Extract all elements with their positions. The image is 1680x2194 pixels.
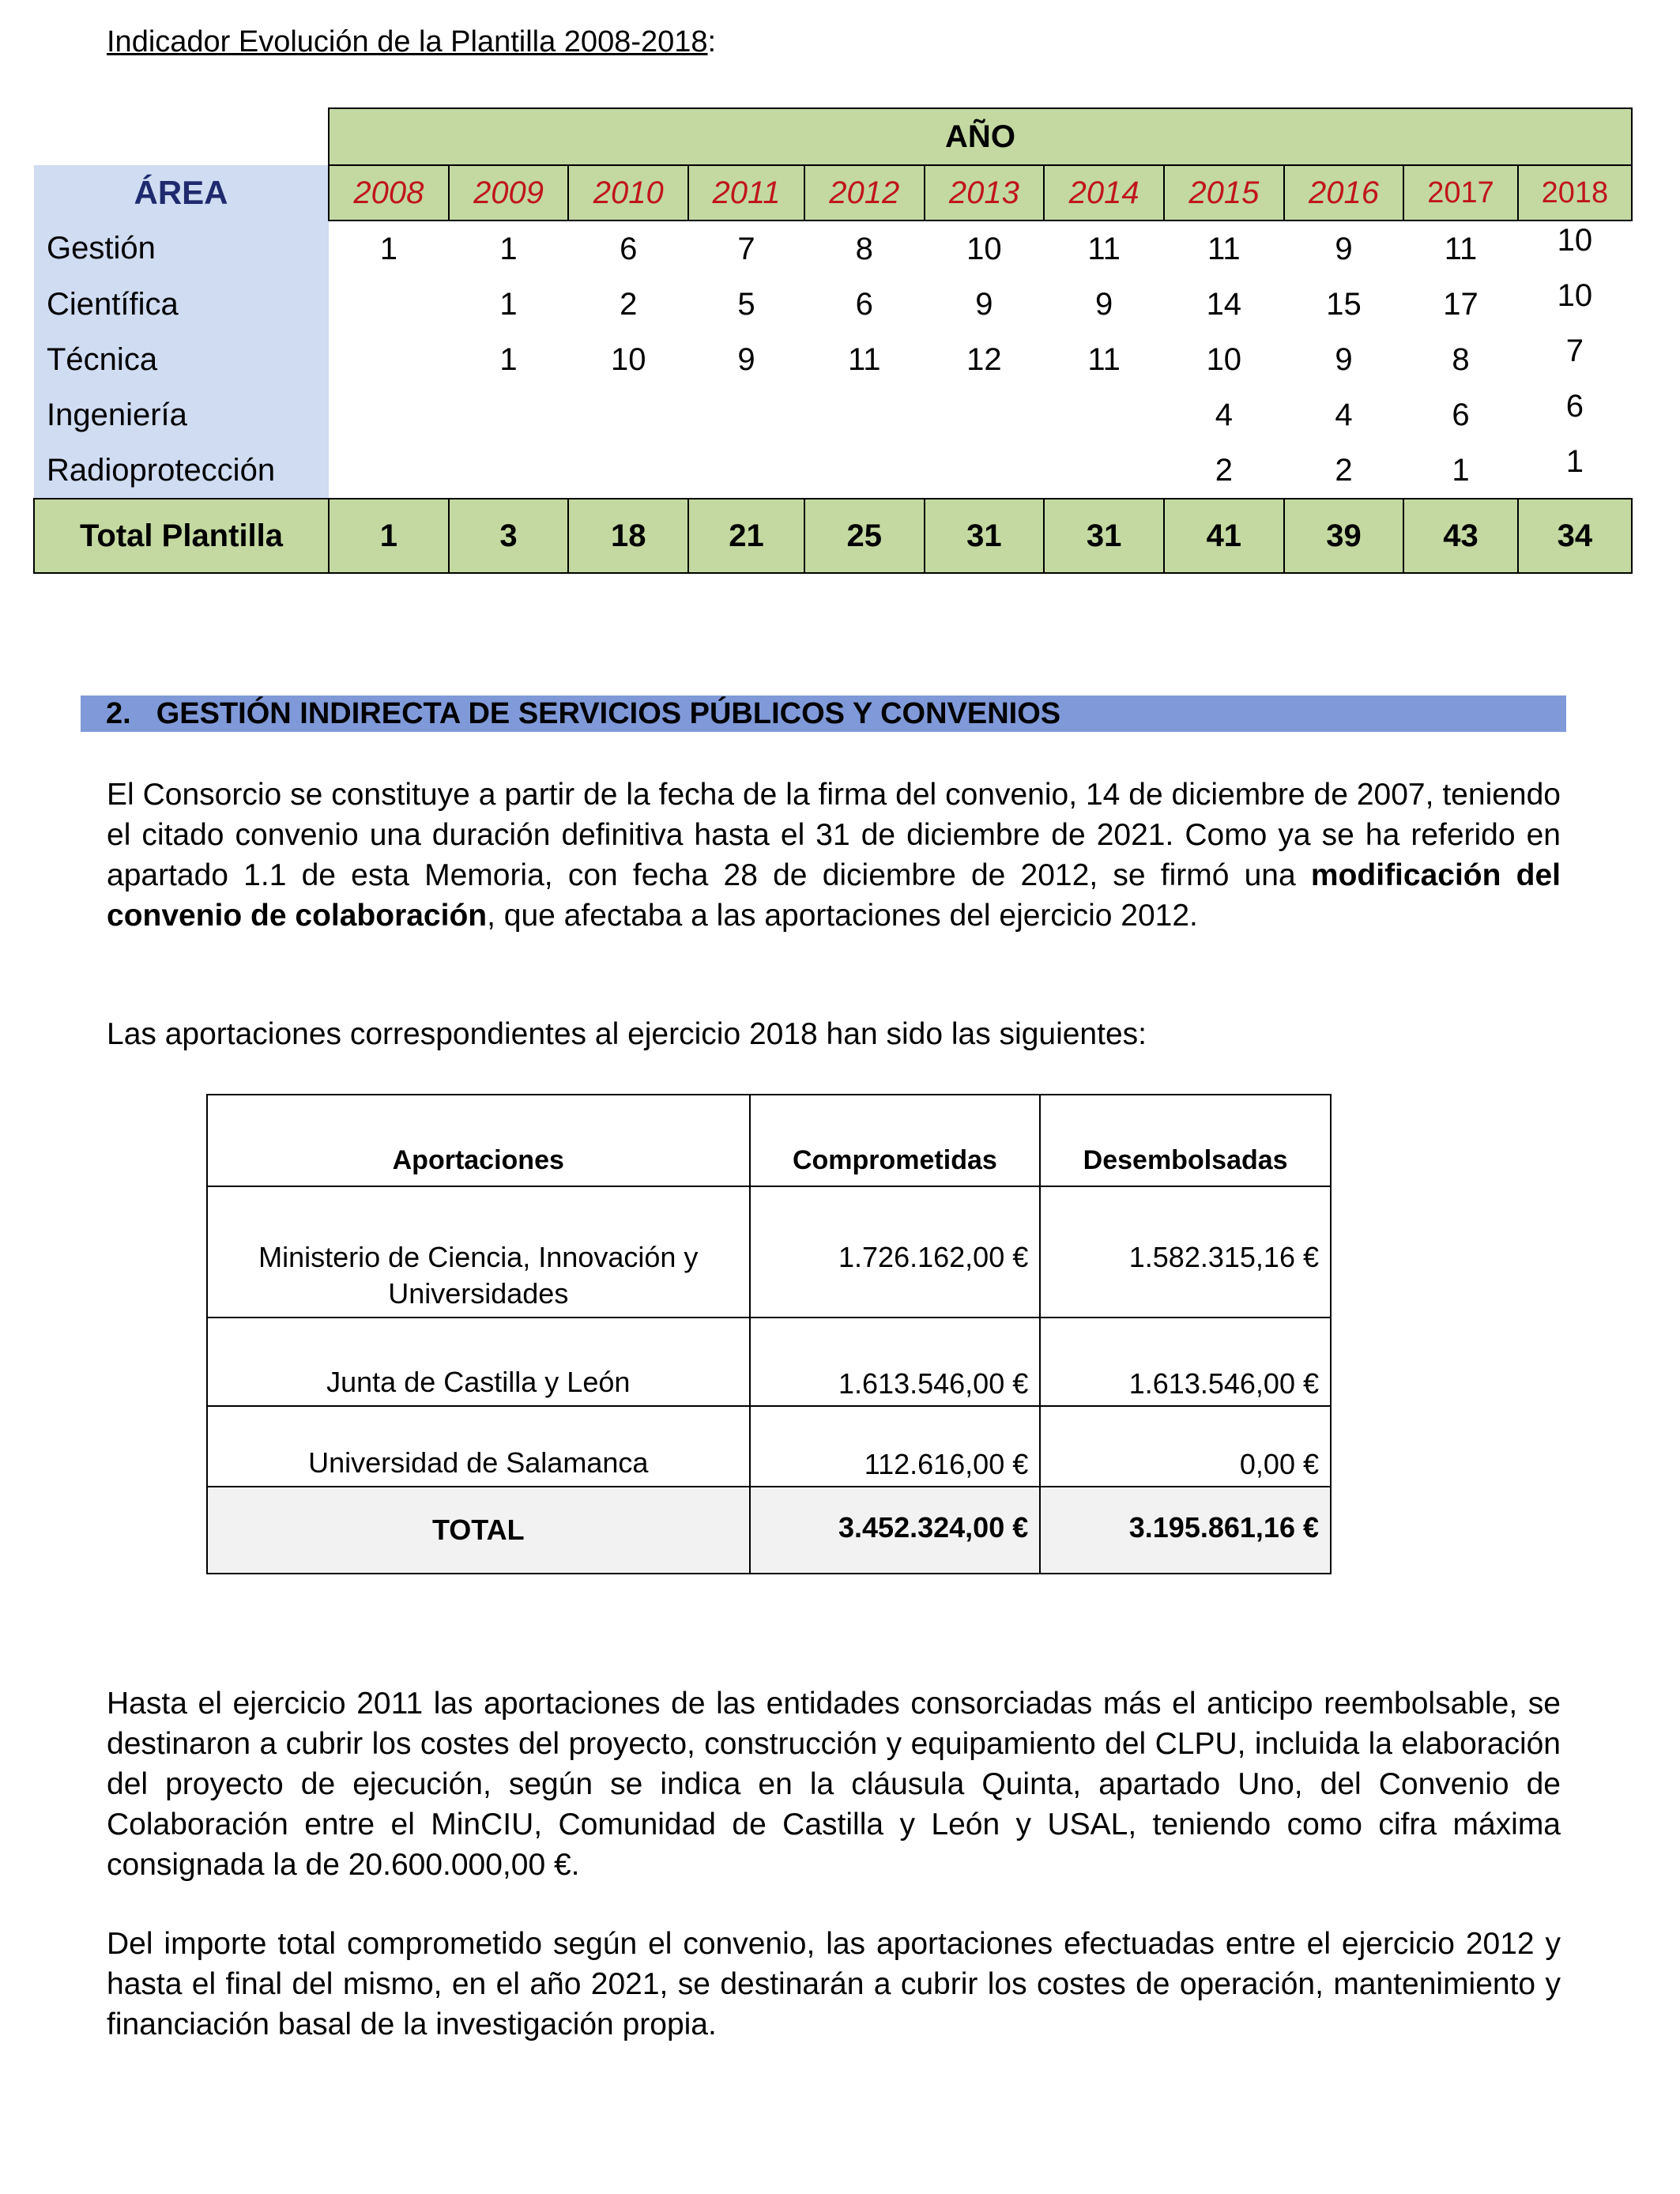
section-heading	[81, 696, 1566, 732]
paragraph-history: Hasta el ejercicio 2011 las aportaciones de las entidades consorciadas más el anticipo reembolsable, se destinaron a cubrir los costes del proyecto, construcción y equipamiento del CLPU, incluida la elaboración del proyecto de ejecución, según se indica en la cláusula Quinta, apartado Uno, del Convenio de Colaboración entre el MinCIU, Comunidad de Castilla y León y USAL, teniendo como cifra máxima consignada la de 20.600.000,00 €.	[107, 1687, 1561, 1882]
table-row	[207, 1318, 1331, 1406]
staff-count-cell	[329, 332, 449, 387]
staff-count-cell	[449, 387, 569, 443]
staff-count-cell: 10	[1206, 341, 1242, 377]
committed-amount: 1.726.162,00 €	[750, 1186, 1041, 1318]
staff-count-cell	[329, 443, 449, 499]
paragraph-consortium	[107, 775, 1561, 936]
total-cell: 31	[1044, 499, 1164, 573]
staff-count-cell: 1	[499, 341, 518, 377]
staff-count-cell: 10	[1557, 223, 1593, 258]
area-label: Técnica	[34, 332, 329, 387]
total-cell: 18	[568, 499, 688, 573]
staff-count-cell	[925, 443, 1045, 499]
area-header: ÁREA	[34, 165, 329, 221]
total-cell: 21	[688, 499, 804, 573]
staff-count-cell: 15	[1326, 286, 1362, 322]
staff-count-cell: 11	[847, 341, 881, 377]
table-header-row	[207, 1095, 1331, 1186]
total-cell: 3	[449, 499, 569, 573]
year-group-header: AÑO	[329, 108, 1632, 165]
year-header: 2009	[449, 165, 569, 221]
column-header: Desembolsadas	[1040, 1095, 1331, 1186]
staff-count-cell	[329, 387, 449, 443]
year-header: 2010	[568, 165, 688, 221]
staff-count-cell: 9	[1094, 286, 1113, 322]
total-row	[207, 1487, 1331, 1574]
staff-count-cell: 1	[1565, 444, 1584, 479]
area-label: Gestión	[34, 221, 329, 277]
staff-count-cell: 5	[737, 286, 755, 322]
staff-count-cell	[329, 277, 449, 332]
total-cell: 34	[1518, 499, 1632, 573]
staff-count-cell: 9	[1335, 341, 1353, 377]
total-row	[34, 499, 1632, 573]
staff-count-cell: 8	[1452, 341, 1470, 377]
year-header: 2015	[1164, 165, 1284, 221]
paragraph-text: , que afectaba a las aportaciones del ejercicio 2012.	[487, 899, 1198, 933]
year-header: 2008	[329, 165, 449, 221]
staff-count-cell	[688, 387, 804, 443]
section-number: 2.	[106, 697, 131, 730]
staff-count-cell: 2	[620, 286, 638, 322]
total-label: TOTAL	[207, 1487, 750, 1574]
staff-count-cell	[568, 387, 688, 443]
year-header: 2013	[925, 165, 1045, 221]
contributions-table	[206, 1094, 1332, 1574]
staff-count-cell: 2	[1215, 452, 1233, 488]
staff-count-cell	[804, 387, 925, 443]
staff-count-cell: 4	[1335, 397, 1353, 432]
staff-count-cell	[1044, 443, 1164, 499]
area-label: Científica	[34, 277, 329, 332]
staff-count-cell: 9	[975, 286, 993, 322]
disbursed-amount: 1.582.315,16 €	[1040, 1186, 1331, 1318]
staff-count-cell: 10	[1557, 278, 1593, 313]
staff-count-cell: 11	[1207, 231, 1241, 266]
title-text: Indicador Evolución de la Plantilla 2008-2018	[107, 25, 708, 58]
section-title: GESTIÓN INDIRECTA DE SERVICIOS PÚBLICOS Y CONVENIOS	[156, 697, 1061, 730]
total-cell: 25	[804, 499, 925, 573]
staff-count-cell: 1	[499, 231, 518, 266]
paragraph-future: Del importe total comprometido según el convenio, las aportaciones efectuadas entre el ejercicio 2012 y hasta el final del mismo, en el año 2021, se destinarán a cubrir los costes de operación, mantenimiento y financiación basal de la investigación propia.	[107, 1927, 1561, 2041]
year-header: 2014	[1044, 165, 1164, 221]
year-header: 2018	[1518, 165, 1632, 221]
table-row	[34, 332, 1632, 387]
total-cell: 41	[1164, 499, 1284, 573]
committed-amount: 1.613.546,00 €	[750, 1318, 1041, 1406]
staff-count-cell	[568, 443, 688, 499]
total-committed: 3.452.324,00 €	[750, 1487, 1041, 1574]
staff-count-cell: 1	[379, 231, 397, 266]
total-cell: 1	[329, 499, 449, 573]
column-header: Comprometidas	[750, 1095, 1041, 1186]
staff-count-cell: 11	[1087, 341, 1121, 377]
staff-count-cell: 6	[620, 231, 638, 266]
total-disbursed: 3.195.861,16 €	[1040, 1487, 1331, 1574]
area-label: Radioprotección	[34, 443, 329, 499]
staff-count-cell: 9	[737, 341, 755, 377]
paragraph-contributions-intro: Las aportaciones correspondientes al ejercicio 2018 han sido las siguientes:	[107, 1017, 1147, 1051]
staff-count-cell: 12	[966, 341, 1002, 377]
staff-count-cell: 6	[1565, 389, 1584, 424]
page-title	[107, 25, 716, 59]
staff-count-cell: 9	[1335, 231, 1353, 266]
year-header: 2011	[688, 165, 804, 221]
table-row	[207, 1186, 1331, 1318]
staff-count-cell: 4	[1215, 397, 1233, 432]
paragraph-bold-text: modificación del convenio de colaboración	[107, 858, 1561, 933]
staff-count-cell	[804, 443, 925, 499]
staff-count-cell: 2	[1335, 452, 1353, 488]
paragraph-text: El Consorcio se constituye a partir de la fecha de la firma del convenio, 14 de diciembre de 2007, teniendo el citado convenio una duración definitiva hasta el 31 de diciembre de 2021. Como ya se ha referido en apartado 1.1 de esta Memoria, con fecha 28 de diciembre de 2012, se firmó una	[107, 778, 1561, 892]
staff-evolution-table	[33, 107, 1633, 574]
total-cell: 39	[1284, 499, 1404, 573]
staff-count-cell: 17	[1443, 286, 1478, 322]
table-row	[34, 221, 1632, 277]
staff-count-cell: 1	[1452, 452, 1470, 488]
contributor-name: Universidad de Salamanca	[207, 1406, 750, 1487]
committed-amount: 112.616,00 €	[750, 1406, 1041, 1487]
contributor-name: Junta de Castilla y León	[207, 1318, 750, 1406]
total-cell: 31	[925, 499, 1045, 573]
table-row	[34, 277, 1632, 332]
staff-count-cell: 7	[1565, 334, 1584, 368]
staff-count-cell: 10	[611, 341, 646, 377]
staff-count-cell	[925, 387, 1045, 443]
disbursed-amount: 0,00 €	[1040, 1406, 1331, 1487]
staff-count-cell: 11	[1444, 231, 1478, 266]
staff-count-cell	[1044, 387, 1164, 443]
contributor-name: Ministerio de Ciencia, Innovación y Universidades	[207, 1186, 750, 1318]
title-suffix: :	[707, 25, 717, 58]
staff-count-cell: 14	[1206, 286, 1242, 322]
column-header: Aportaciones	[207, 1095, 750, 1186]
disbursed-amount: 1.613.546,00 €	[1040, 1318, 1331, 1406]
table-corner	[34, 108, 329, 165]
staff-count-cell: 6	[1452, 397, 1470, 432]
staff-count-cell	[449, 443, 569, 499]
total-label: Total Plantilla	[34, 499, 329, 573]
staff-count-cell: 6	[855, 286, 873, 322]
table-row	[207, 1406, 1331, 1487]
total-cell: 43	[1403, 499, 1517, 573]
staff-count-cell: 11	[1087, 231, 1121, 266]
table-row	[34, 443, 1632, 499]
staff-count-cell: 8	[855, 231, 873, 266]
table-row	[34, 387, 1632, 443]
area-label: Ingeniería	[34, 387, 329, 443]
staff-count-cell: 7	[737, 231, 755, 266]
year-header: 2016	[1284, 165, 1404, 221]
staff-count-cell	[688, 443, 804, 499]
year-header: 2012	[804, 165, 925, 221]
staff-count-cell: 10	[966, 231, 1002, 266]
year-header: 2017	[1403, 165, 1517, 221]
staff-count-cell: 1	[499, 286, 518, 322]
